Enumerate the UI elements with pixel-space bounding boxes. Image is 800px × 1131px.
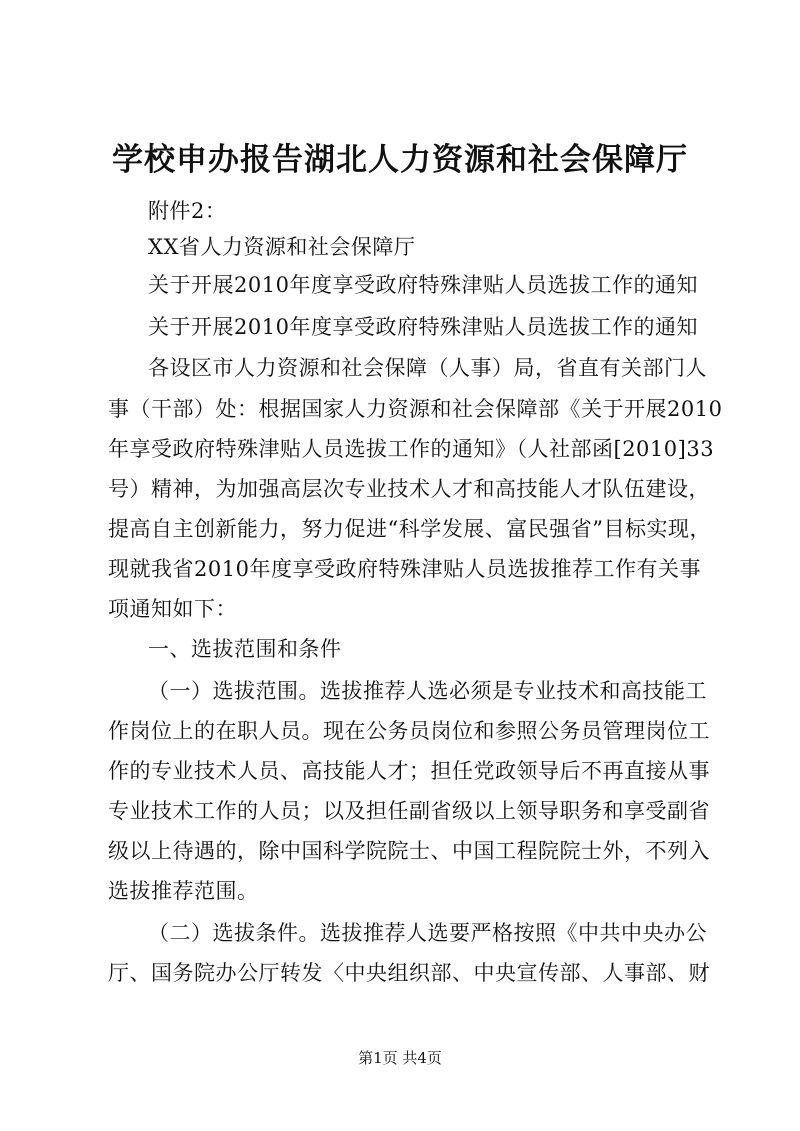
paragraph-line: 关于开展2010年度享受政府特殊津贴人员选拔工作的通知 <box>148 273 698 297</box>
paragraph-line: 关于开展2010年度享受政府特殊津贴人员选拔工作的通知 <box>148 315 698 339</box>
paragraph-line: 厅、国务院办公厅转发〈中央组织部、中央宣传部、人事部、财 <box>108 961 710 985</box>
paragraph-line: 事（干部）处：根据国家人力资源和社会保障部《关于开展2010 <box>108 397 723 421</box>
paragraph-line: 各设区市人力资源和社会保障（人事）局，省直有关部门人 <box>148 356 707 380</box>
paragraph-line: 专业技术工作的人员；以及担任副省级以上领导职务和享受副省 <box>108 799 710 823</box>
paragraph-line: 附件2： <box>148 199 227 223</box>
paragraph-line: 级以上待遇的，除中国科学院院士、中国工程院院士外，不列入 <box>108 839 710 863</box>
page-footer: 第1页 共4页 <box>358 1049 442 1067</box>
paragraph-line: XX省人力资源和社会保障厅 <box>148 235 416 259</box>
paragraph-line: 作的专业技术人员、高技能人才；担任党政领导后不再直接从事 <box>108 759 710 783</box>
paragraph-line: 作岗位上的在职人员。现在公务员岗位和参照公务员管理岗位工 <box>108 719 710 743</box>
paragraph-line: 现就我省2010年度享受政府特殊津贴人员选拔推荐工作有关事 <box>108 557 701 581</box>
paragraph-line: （二）选拔条件。选拔推荐人选要严格按照《中共中央办公 <box>148 921 707 945</box>
paragraph-line: （一）选拔范围。选拔推荐人选必须是专业技术和高技能工 <box>148 679 707 703</box>
paragraph-line: 项通知如下： <box>108 597 237 621</box>
document-title: 学校申办报告湖北人力资源和社会保障厅 <box>112 142 688 178</box>
paragraph-line: 年享受政府特殊津贴人员选拔工作的通知》（人社部函[2010]33 <box>108 437 715 461</box>
paragraph-line: 号）精神，为加强高层次专业技术人才和高技能人才队伍建设， <box>108 477 710 501</box>
section-heading: 一、选拔范围和条件 <box>148 637 342 661</box>
paragraph-line: 提高自主创新能力，努力促进“科学发展、富民强省”目标实现， <box>108 517 711 541</box>
paragraph-line: 选拔推荐范围。 <box>108 879 259 903</box>
